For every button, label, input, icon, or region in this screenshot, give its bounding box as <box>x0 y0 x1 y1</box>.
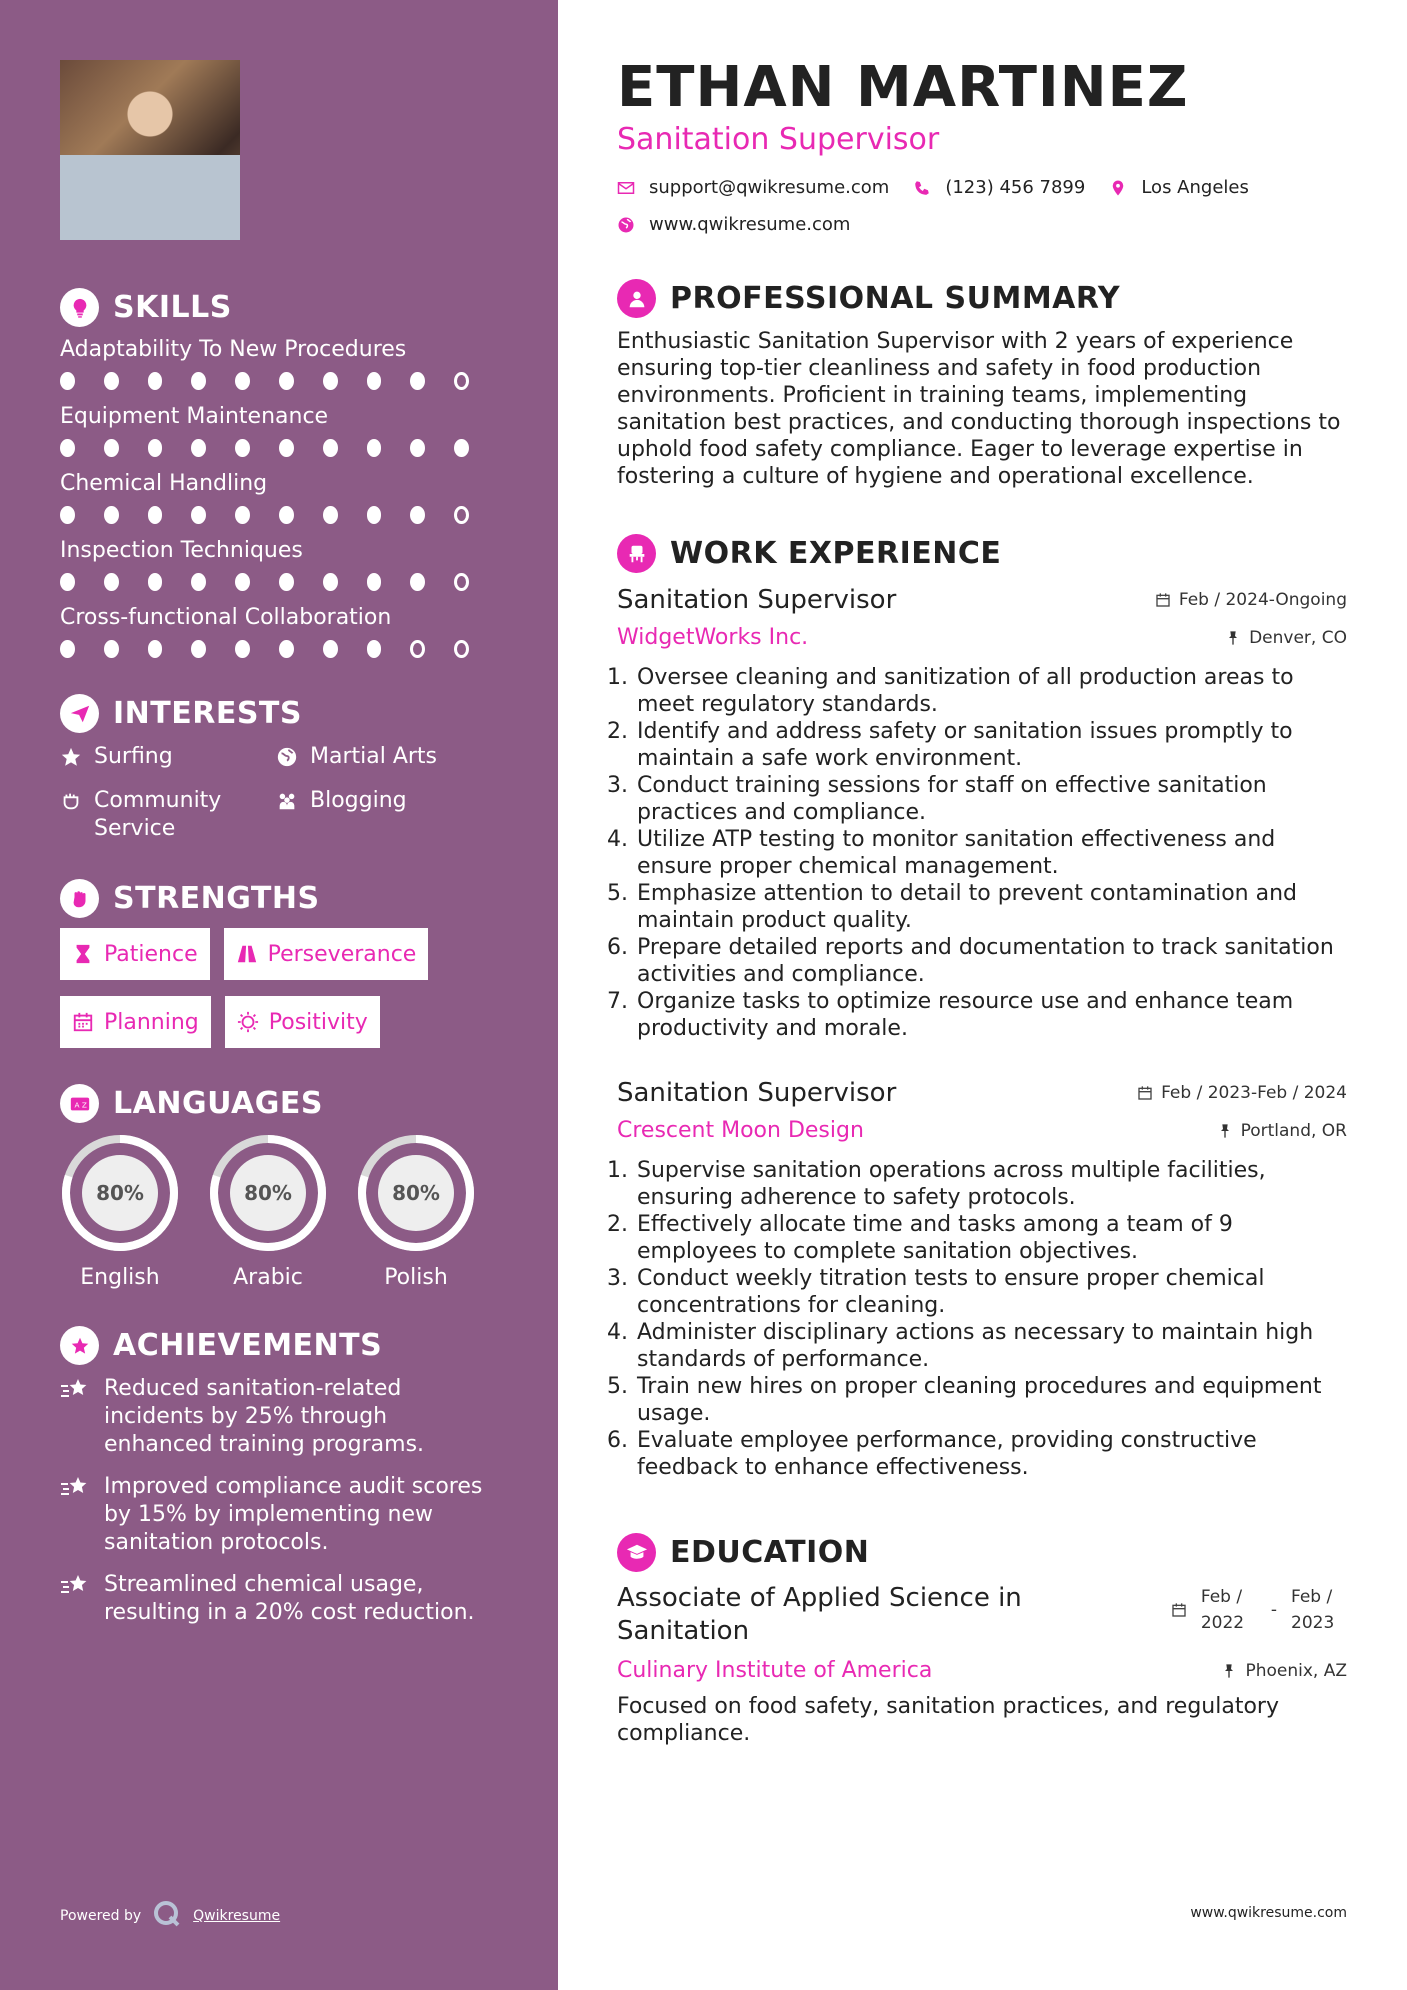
languages-header <box>60 1084 498 1123</box>
lightbulb-icon <box>60 288 99 327</box>
phone-icon <box>913 179 931 197</box>
calendar-icon <box>1155 592 1171 608</box>
pushpin-icon <box>1217 1123 1233 1139</box>
rating-dot-filled <box>279 640 294 658</box>
users-icon <box>276 790 298 812</box>
education-dates <box>1171 1584 1347 1636</box>
skills-list <box>60 337 498 658</box>
star-icon <box>60 746 82 768</box>
strength-chip <box>60 928 210 980</box>
job-entry <box>617 585 1347 1042</box>
skills-header <box>60 288 498 327</box>
language-percent: 80% <box>96 1181 144 1205</box>
language-name: English <box>80 1265 160 1290</box>
skill-item <box>60 471 498 524</box>
rating-dot-filled <box>60 640 75 658</box>
rating-dot-filled <box>367 573 382 591</box>
rating-dot-filled <box>410 506 425 524</box>
pushpin-icon <box>1225 630 1241 646</box>
rating-dot-filled <box>60 573 75 591</box>
skill-rating <box>60 573 498 591</box>
rating-dot-filled <box>191 640 206 658</box>
strength-label: Positivity <box>268 1009 368 1035</box>
rating-dot-filled <box>104 372 119 390</box>
job-bullet: 2. Identify and address safety or sanitation issues promptly to maintain a safe work environment. <box>635 718 1347 772</box>
candidate-title: Sanitation Supervisor <box>617 122 940 157</box>
rating-dot-filled <box>191 439 206 457</box>
hourglass-icon <box>72 943 94 965</box>
language-ring <box>208 1133 328 1253</box>
email-item[interactable] <box>617 177 889 198</box>
job-top <box>617 585 1347 615</box>
strengths-section <box>60 879 498 1048</box>
interest-item <box>60 743 276 771</box>
achievement-text: Improved compliance audit scores by 15% by implementing new sanitation protocols. <box>104 1474 483 1555</box>
rating-dot-filled <box>323 506 338 524</box>
footer-website-link[interactable]: www.qwikresume.com <box>1190 1905 1347 1921</box>
rating-dot-filled <box>148 506 163 524</box>
shooting-star-icon <box>60 1377 90 1403</box>
education-school: Culinary Institute of America <box>617 1658 933 1683</box>
website-item[interactable] <box>617 214 850 235</box>
rating-dot-filled <box>279 372 294 390</box>
skill-rating <box>60 506 498 524</box>
rating-dot-empty <box>454 372 469 390</box>
rating-dot-filled <box>279 439 294 457</box>
skill-name: Adaptability To New Procedures <box>60 337 407 362</box>
summary-header <box>617 279 1347 318</box>
profile-photo <box>60 60 240 240</box>
rating-dot-empty <box>454 506 469 524</box>
job-bullet: 7. Organize tasks to optimize resource use and enhance team productivity and morale. <box>635 988 1347 1042</box>
company-row <box>617 1118 1347 1143</box>
contact-row <box>617 214 1347 235</box>
interest-label: Community Service <box>94 788 222 841</box>
job-dates-text: Feb / 2024-Ongoing <box>1178 590 1347 610</box>
job-bullets <box>617 1157 1347 1481</box>
education-location-text: Phoenix, AZ <box>1245 1660 1347 1681</box>
qwikresume-logo-icon <box>153 1900 181 1932</box>
job-top <box>617 1078 1347 1108</box>
job-bullets <box>617 664 1347 1042</box>
rating-dot-filled <box>410 372 425 390</box>
rating-dot-filled <box>323 439 338 457</box>
calendar-icon <box>72 1011 94 1033</box>
globe-icon <box>276 746 298 768</box>
job-bullet: 1. Oversee cleaning and sanitization of all production areas to meet regulatory standards. <box>635 664 1347 718</box>
rating-dot-filled <box>104 640 119 658</box>
main-content <box>617 56 1347 1747</box>
powered-by-label: Powered by <box>60 1908 142 1924</box>
sidebar <box>0 0 558 1990</box>
job-entry <box>617 1078 1347 1481</box>
rating-dot-filled <box>148 640 163 658</box>
envelope-icon <box>617 179 635 197</box>
email-text: support@qwikresume.com <box>649 177 890 198</box>
rating-dot-empty <box>454 640 469 658</box>
language-ring <box>356 1133 476 1253</box>
rating-dot-filled <box>235 506 250 524</box>
skills-title: SKILLS <box>113 290 232 325</box>
language-item <box>208 1133 328 1290</box>
job-bullet: 3. Conduct training sessions for staff on effective sanitation practices and compliance. <box>635 772 1347 826</box>
rating-dot-filled <box>410 573 425 591</box>
rating-dot-filled <box>279 506 294 524</box>
job-dates <box>1137 1083 1347 1103</box>
interests-header <box>60 694 498 733</box>
map-pin-icon <box>1109 179 1127 197</box>
location-item <box>1109 177 1249 198</box>
achievements-section <box>60 1326 498 1627</box>
language-item <box>60 1133 180 1290</box>
hand-icon <box>60 790 82 812</box>
strength-label: Planning <box>104 1009 199 1035</box>
fist-icon <box>60 879 99 918</box>
skill-name: Inspection Techniques <box>60 538 303 563</box>
education-top <box>617 1582 1347 1648</box>
translate-icon <box>60 1084 99 1123</box>
achievement-item <box>60 1571 490 1627</box>
rating-dot-filled <box>191 573 206 591</box>
calendar-icon <box>1171 1602 1187 1618</box>
calendar-icon <box>1137 1085 1153 1101</box>
location-text: Los Angeles <box>1141 177 1249 198</box>
graduation-icon <box>617 1533 656 1572</box>
shooting-star-icon <box>60 1475 90 1501</box>
rating-dot-filled <box>367 372 382 390</box>
job-company: WidgetWorks Inc. <box>617 625 809 650</box>
phone-text: (123) 456 7899 <box>945 177 1086 198</box>
rating-dot-filled <box>235 439 250 457</box>
achievement-item <box>60 1375 490 1459</box>
interests-section <box>60 694 498 843</box>
job-dates-text: Feb / 2023-Feb / 2024 <box>1161 1083 1347 1103</box>
rating-dot-filled <box>410 439 425 457</box>
interest-item <box>276 787 498 843</box>
svg-text:A Z: A Z <box>74 1100 87 1110</box>
language-name: Polish <box>384 1265 448 1290</box>
skill-item <box>60 404 498 457</box>
user-icon <box>617 279 656 318</box>
website-text: www.qwikresume.com <box>649 214 851 235</box>
rating-dot-filled <box>104 573 119 591</box>
shooting-star-icon <box>60 1573 90 1599</box>
skill-name: Equipment Maintenance <box>60 404 329 429</box>
rating-dot-filled <box>148 372 163 390</box>
summary-title: PROFESSIONAL SUMMARY <box>670 281 1121 316</box>
award-star-icon <box>60 1326 99 1365</box>
achievements-list <box>60 1375 498 1627</box>
skill-rating <box>60 372 498 390</box>
achievement-text: Streamlined chemical usage, resulting in a 20% cost reduction. <box>104 1572 475 1625</box>
interest-label: Blogging <box>310 788 407 813</box>
rating-dot-filled <box>148 573 163 591</box>
rating-dot-filled <box>323 640 338 658</box>
job-location-text: Portland, OR <box>1240 1120 1347 1141</box>
job-bullet: 3. Conduct weekly titration tests to ensure proper chemical concentrations for cleaning. <box>635 1265 1347 1319</box>
contact-row <box>617 177 1347 198</box>
skill-name: Chemical Handling <box>60 471 268 496</box>
phone-item[interactable] <box>913 177 1085 198</box>
rating-dot-filled <box>235 640 250 658</box>
job-dates <box>1155 590 1347 610</box>
rating-dot-filled <box>60 372 75 390</box>
candidate-name: ETHAN MARTINEZ <box>617 55 1189 120</box>
job-bullet: 5. Train new hires on proper cleaning procedures and equipment usage. <box>635 1373 1347 1427</box>
skill-rating <box>60 640 498 658</box>
job-bullet: 6. Prepare detailed reports and documentation to track sanitation activities and compliance. <box>635 934 1347 988</box>
languages-list <box>60 1133 498 1290</box>
rating-dot-filled <box>367 640 382 658</box>
strength-label: Patience <box>104 941 198 967</box>
interest-item <box>60 787 276 843</box>
rating-dot-filled <box>235 372 250 390</box>
rating-dot-filled <box>148 439 163 457</box>
rating-dot-filled <box>60 506 75 524</box>
education-end: Feb / 2023 <box>1291 1587 1335 1633</box>
job-bullet: 4. Administer disciplinary actions as necessary to maintain high standards of performance. <box>635 1319 1347 1373</box>
language-item <box>356 1133 476 1290</box>
rating-dot-filled <box>323 573 338 591</box>
rating-dot-empty <box>454 573 469 591</box>
interest-item <box>276 743 498 771</box>
rating-dot-filled <box>191 506 206 524</box>
rating-dot-filled <box>104 506 119 524</box>
powered-by <box>60 1900 280 1932</box>
summary-text: Enthusiastic Sanitation Supervisor with 2 years of experience ensuring top-tier cleanliness and safety in food production environments. Proficient in training teams, implementing sanitation best practices, and conducting thorough inspections to uphold food safety compliance. Eager to leverage expertise in fostering a culture of hygiene and operational excellence. <box>617 329 1341 489</box>
rating-dot-filled <box>60 439 75 457</box>
job-location-text: Denver, CO <box>1249 627 1347 648</box>
strengths-title: STRENGTHS <box>113 881 320 916</box>
language-percent: 80% <box>392 1181 440 1205</box>
job-bullet: 1. Supervise sanitation operations across multiple facilities, ensuring adherence to safety protocols. <box>635 1157 1347 1211</box>
job-location <box>1225 628 1347 648</box>
company-row <box>617 625 1347 650</box>
rating-dot-filled <box>367 439 382 457</box>
education-degree: Associate of Applied Science in Sanitation <box>617 1583 1022 1646</box>
rating-dot-filled <box>279 573 294 591</box>
education-location <box>1221 1661 1347 1681</box>
rating-dot-filled <box>191 372 206 390</box>
strengths-list <box>60 928 480 1048</box>
globe-icon <box>617 216 635 234</box>
education-description: Focused on food safety, sanitation practices, and regulatory compliance. <box>617 1694 1279 1746</box>
skills-section <box>60 288 498 658</box>
achievements-header <box>60 1326 498 1365</box>
rating-dot-filled <box>104 439 119 457</box>
road-icon <box>236 943 258 965</box>
sun-icon <box>237 1011 259 1033</box>
skill-item <box>60 605 498 658</box>
interests-title: INTERESTS <box>113 696 302 731</box>
languages-title: LANGUAGES <box>113 1086 323 1121</box>
experience-header <box>617 534 1347 573</box>
skill-name: Cross-functional Collaboration <box>60 605 392 630</box>
experience-title: WORK EXPERIENCE <box>670 536 1002 571</box>
job-location <box>1217 1121 1347 1141</box>
rating-dot-filled <box>323 372 338 390</box>
language-percent: 80% <box>244 1181 292 1205</box>
skill-rating <box>60 439 498 457</box>
job-bullet: 4. Utilize ATP testing to monitor sanitation effectiveness and ensure proper chemical management. <box>635 826 1347 880</box>
rating-dot-filled <box>367 506 382 524</box>
strength-chip <box>225 996 380 1048</box>
job-bullet: 5. Emphasize attention to detail to prevent contamination and maintain product quality. <box>635 880 1347 934</box>
rating-dot-filled <box>454 439 469 457</box>
strengths-header <box>60 879 498 918</box>
achievement-text: Reduced sanitation-related incidents by 25% through enhanced training programs. <box>104 1376 425 1457</box>
school-row <box>617 1658 1347 1683</box>
education-start: Feb / 2022 <box>1200 1587 1245 1633</box>
education-title: EDUCATION <box>670 1535 870 1570</box>
job-role: Sanitation Supervisor <box>617 585 897 615</box>
job-bullet: 2. Effectively allocate time and tasks among a team of 9 employees to complete sanitation objectives. <box>635 1211 1347 1265</box>
job-bullet: 6. Evaluate employee performance, providing constructive feedback to enhance effectiveness. <box>635 1427 1347 1481</box>
education-dash: - <box>1270 1600 1277 1620</box>
strength-chip <box>224 928 429 980</box>
achievement-item <box>60 1473 490 1557</box>
paper-plane-icon <box>60 694 99 733</box>
job-role: Sanitation Supervisor <box>617 1078 897 1108</box>
strength-label: Perseverance <box>267 941 417 967</box>
skill-item <box>60 538 498 591</box>
skill-item <box>60 337 498 390</box>
achievements-title: ACHIEVEMENTS <box>113 1328 383 1363</box>
languages-section <box>60 1084 498 1290</box>
pushpin-icon <box>1221 1663 1237 1679</box>
language-name: Arabic <box>233 1265 303 1290</box>
education-header <box>617 1533 1347 1572</box>
qwikresume-link[interactable]: Qwikresume <box>193 1908 281 1924</box>
job-company: Crescent Moon Design <box>617 1118 864 1143</box>
interest-label: Surfing <box>94 744 173 769</box>
rating-dot-filled <box>235 573 250 591</box>
interests-list <box>60 743 498 843</box>
chair-icon <box>617 534 656 573</box>
interest-label: Martial Arts <box>310 744 438 769</box>
strength-chip <box>60 996 211 1048</box>
language-ring <box>60 1133 180 1253</box>
rating-dot-empty <box>410 640 425 658</box>
